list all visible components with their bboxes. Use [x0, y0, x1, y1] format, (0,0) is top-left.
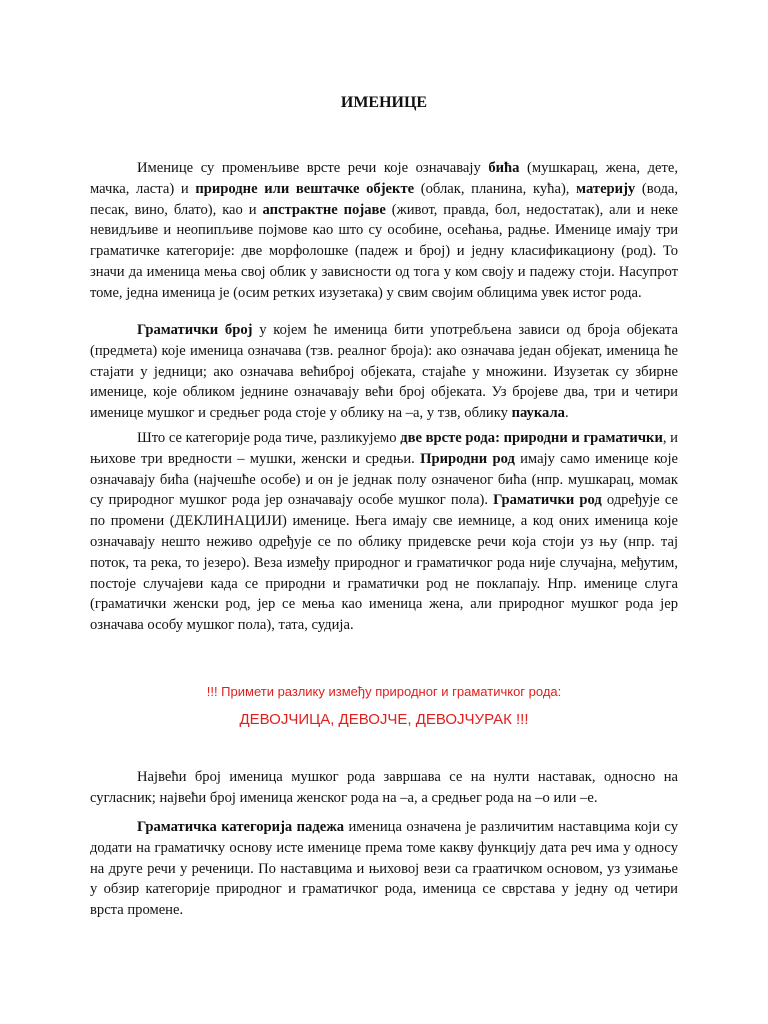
paragraph-case — [90, 817, 678, 921]
text-run: имају само именице које означавају бића (најчешће особе) и он је једнак полу означеног бића (нпр. мушкарац, момак су природног мушког рода јер означавају особе мушког пола). — [90, 450, 679, 509]
bold-term: Природни род — [420, 450, 515, 467]
page-title: ИМЕНИЦЕ — [340, 94, 428, 111]
text-run: , и њихове три вредности – мушки, женски и средњи. — [90, 430, 678, 467]
text-run: (мушкарац, жена, дете, мачка, ласта) и — [90, 160, 679, 197]
bold-term: Граматички број — [137, 322, 253, 338]
bold-term: две врсте рода: природни и граматички — [400, 430, 663, 446]
bold-term: материју — [576, 180, 636, 197]
paragraph-endings — [90, 767, 678, 809]
text-run: Највећи број именица мушког рода завршава се на нулти наставак, односно на сугласник; највећи број именица женског рода на –а, а средњег рода на –о или –е. — [90, 769, 678, 806]
paragraph-grammatical-number — [90, 320, 678, 424]
paragraph-definition — [90, 158, 678, 304]
bold-term: паукала — [511, 405, 565, 422]
text-run: (облак, планина, кућа), — [414, 180, 577, 197]
bold-term: Граматички род — [493, 492, 602, 509]
paragraph-grammatical-gender — [90, 428, 678, 636]
text-run: Именице су променљиве врсте речи које означавају — [137, 160, 489, 176]
text-run: Што се категорије рода тиче, разликујемо — [137, 430, 401, 446]
text-run: . — [564, 405, 569, 422]
red-note: !!! Примети разлику између природног и граматичког рода: — [206, 684, 562, 699]
bold-term: бића — [488, 160, 520, 176]
text-run: именица означена је различитим наставцима који су додати на граматичку основу исте именице према томе какву функцију дата реч има у односу на друге речи у реченици. По наставцима и њиховој вези са граатичком основом, уз узимање у обзир категорије природног и граматичког рода, именица се сврстава у једну од четири врста промене. — [90, 819, 678, 919]
bold-term: Граматичка категорија падежа — [137, 819, 345, 835]
text-run: одређује се по промени (ДЕКЛИНАЦИЈИ) именице. Њега имају све иемнице, а код оних именица које означавају нешто неживо одређује се по облику придевске речи која стоји уз њу (нпр. тај поток, та река, то језеро). Веза између природног и граматичког рода није случајна, међутим, постоје случајеви када се природни и граматички род не поклапају. Нпр. именице слуга (граматички женски род, јер се мења као именица жена, али природног мушког рода јер означава особу мушког пола), тата, судија. — [90, 492, 678, 634]
bold-term: апстрактне појаве — [262, 201, 386, 218]
red-example-words: ДЕВОЈЧИЦА, ДЕВОЈЧЕ, ДЕВОЈЧУРАК !!! — [239, 711, 529, 728]
text-run: (живот, правда, бол, недостатак), али и неке невидљиве и неопипљиве појмове као што су особине, осећања, радње. Именице имају три граматичке категорије: две морфолошке (падеж и број) и једну класификациону (род). То значи да именица мења свој облик у зависности од тога у ком своју и падежу стоји. Насупрот томе, једна именица је (осим ретких изузетака) у свим својим облицима увек истог рода. — [90, 201, 679, 301]
text-run: у којем ће именица бити употребљена зависи од броја објеката (предмета) које именица означава (тзв. реалног броја): ако означава један објекат, именица ће стајати у једници; ако означава већиброј објеката, стајаће у множини. Изузетак су збирне именице, које обликом једнине означавају већи број објеката. Уз бројеве два, три и четири именице мушког и средњег рода стоје у облику на –а, у тзв, облику — [90, 322, 678, 422]
text-run: (вода, песак, вино, блато), као и — [90, 180, 678, 218]
bold-term: природне или вештачке објекте — [195, 180, 415, 197]
